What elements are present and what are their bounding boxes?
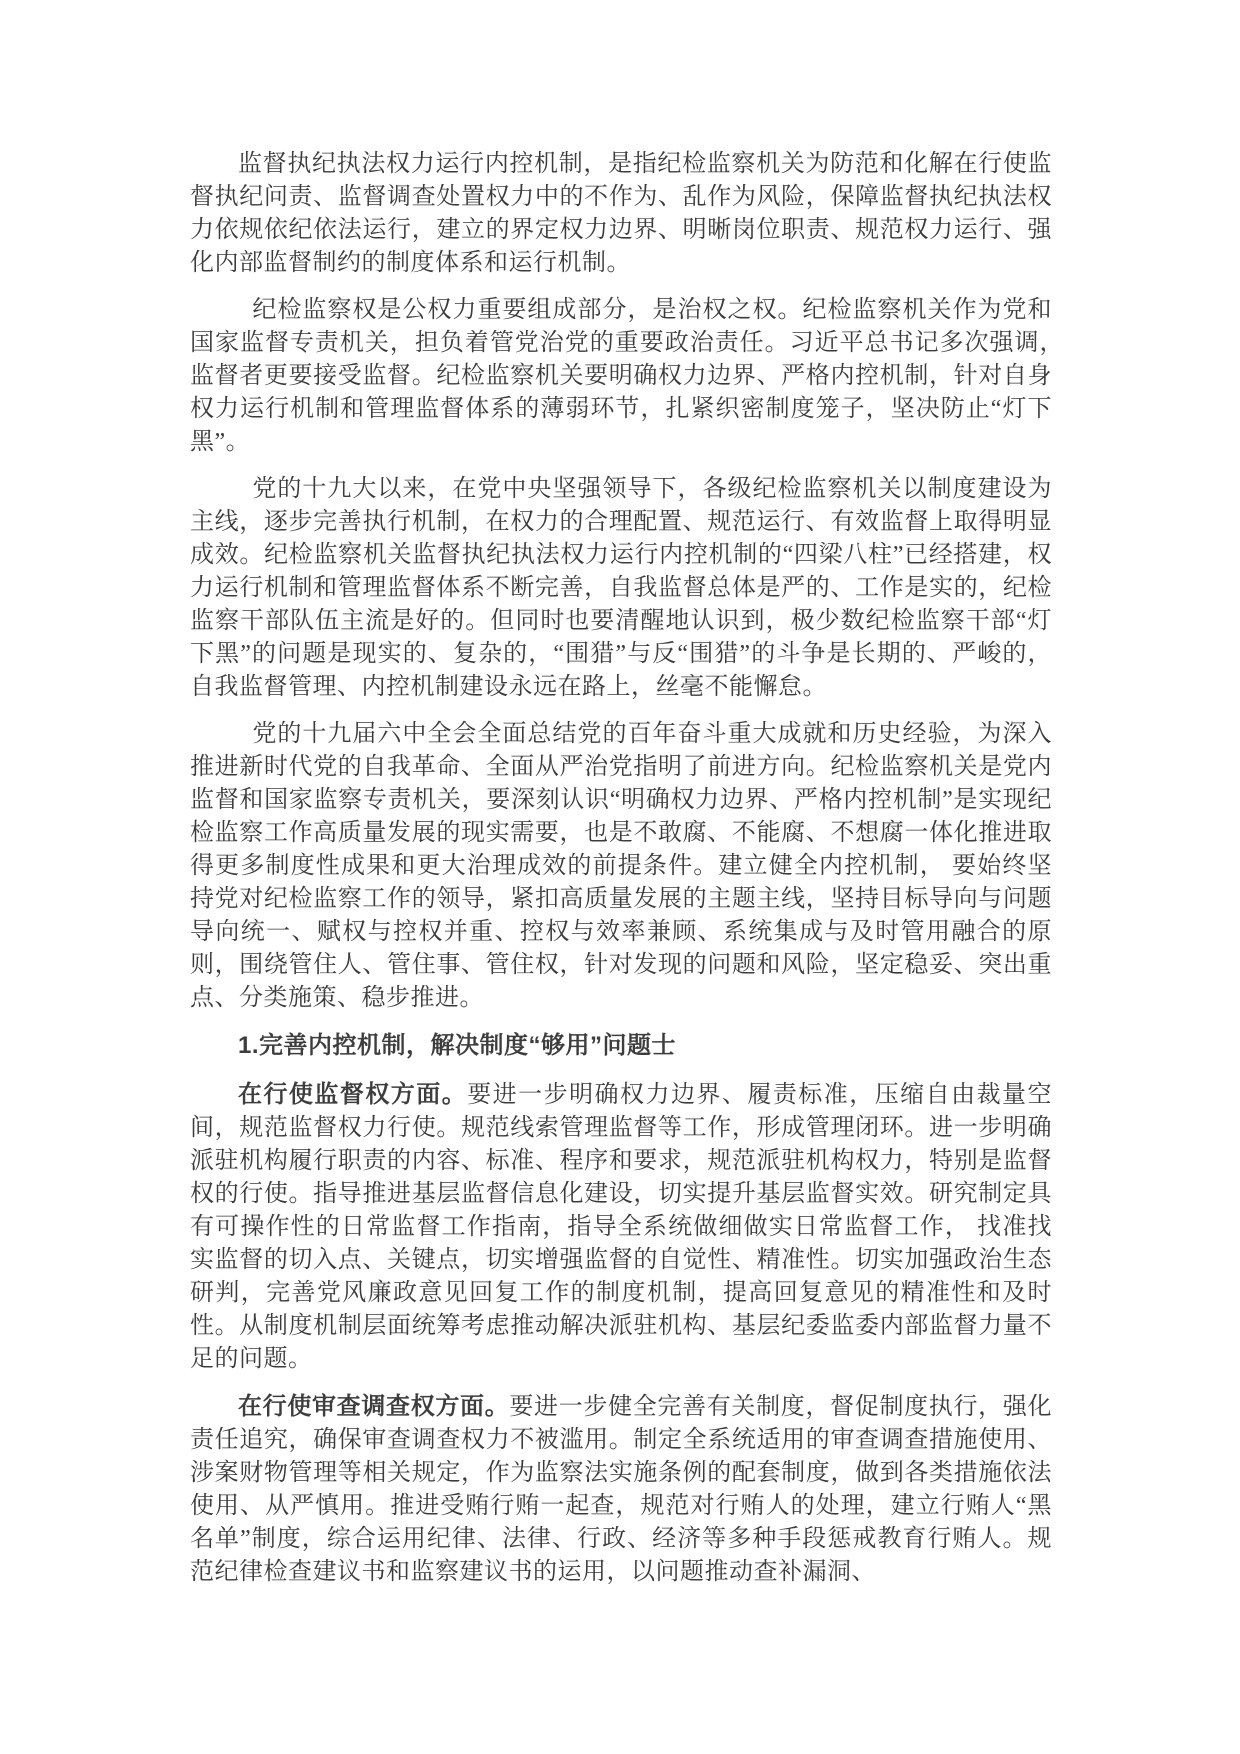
- paragraph-investigation-power-body: 要进一步健全完善有关制度，督促制度执行，强化责任追究，确保审查调查权力不被滥用。制定全系统适用的审查调查措施使用、涉案财物管理等相关规定，作为监察法实施条例的配套制度，做到各类措施依法使用、从严慎用。推进受贿行贿一起查，规范对行贿人的处理，建立行贿人“黑名单”制度，综合运用纪律、法律、行政、经济等多种手段惩戒教育行贿人。规范纪律检查建议书和监察建议书的运用，以问题推动查补漏洞、: [190, 1394, 1052, 1585]
- paragraph-jijian-power: 纪检监察权是公权力重要组成部分，是治权之权。纪检监察机关作为党和国家监督专责机关，担负着管党治党的重要政治责任。习近平总书记多次强调， 监督者更要接受监督。纪检监察机关要明确权力边界、严格内控机制，针对自身权力运行机制和管理监督体系的薄弱环节，扎紧织密制度笼子，坚决防止“灯下黑”。: [190, 297, 1077, 455]
- paragraph-6th-plenary: 党的十九届六中全会全面总结党的百年奋斗重大成就和历史经验，为深入推进新时代党的自我革命、全面从严治党指明了前进方向。纪检监察机关是党内监督和国家监察专责机关，要深刻认识“明确权力边界、严格内控机制”是实现纪检监察工作高质量发展的现实需要，也是不敢腐、不能腐、不想腐一体化推进取得更多制度性成果和更大治理成效的前提条件。建立健全内控机制， 要始终坚持党对纪检监察工作的领导，紧扣高质量发展的主题主线，坚持目标导向与问题导向统一、赋权与控权并重、控权与效率兼顾、系统集成与及时管用融合的原则，围绕管住人、管住事、管住权，针对发现的问题和风险，坚定稳妥、突出重点、分类施策、稳步推进。: [190, 721, 1052, 1011]
- paragraph-supervision-power: [190, 1078, 1052, 1376]
- paragraph-definition: 监督执纪执法权力运行内控机制，是指纪检监察机关为防范和化解在行使监督执纪问责、监督调查处置权力中的不作为、乱作为风险，保障监督执纪执法权力依规依纪依法运行，建立的界定权力边界、明晰岗位职责、规范权力运行、强化内部监督制约的制度体系和运行机制。: [190, 151, 1052, 276]
- section-heading-1: 1.完善内控机制，解决制度“够用”问题士: [238, 1032, 677, 1059]
- paragraph-supervision-power-body: 要进一步明确权力边界、履责标准，压缩自由裁量空间，规范监督权力行使。规范线索管理监督等工作，形成管理闭环。进一步明确派驻机构履行职责的内容、标准、程序和要求，规范派驻机构权力，特别是监督权的行使。指导推进基层监督信息化建设，切实提升基层监督实效。研究制定具有可操作性的日常监督工作指南，指导全系统做细做实日常监督工作， 找准找实监督的切入点、关键点，切实增强监督的自觉性、精准性。切实加强政治生态研判，完善党风廉政意见回复工作的制度机制，提高回复意见的精准性和及时性。从制度机制层面统筹考虑推动解决派驻机构、基层纪委监委内部监督力量不足的问题。: [190, 1082, 1053, 1372]
- paragraph-investigation-power-lead: 在行使审查调查权方面。: [238, 1393, 510, 1420]
- paragraph-supervision-power-lead: 在行使监督权方面。: [238, 1081, 468, 1108]
- paragraph-19th-congress: 党的十九大以来，在党中央坚强领导下，各级纪检监察机关以制度建设为主线，逐步完善执行机制，在权力的合理配置、规范运行、有效监督上取得明显成效。纪检监察机关监督执纪执法权力运行内控机制的“四梁八柱”已经搭建，权力运行机制和管理监督体系不断完善，自我监督总体是严的、工作是实的，纪检监察干部队伍主流是好的。但同时也要清醒地认识到，极少数纪检监察干部“灯下黑”的问题是现实的、复杂的，“围猎”与反“围猎”的斗争是长期的、严峻的，自我监督管理、内控机制建设永远在路上，丝毫不能懈怠。: [190, 476, 1052, 700]
- paragraph-investigation-power: [190, 1390, 1052, 1589]
